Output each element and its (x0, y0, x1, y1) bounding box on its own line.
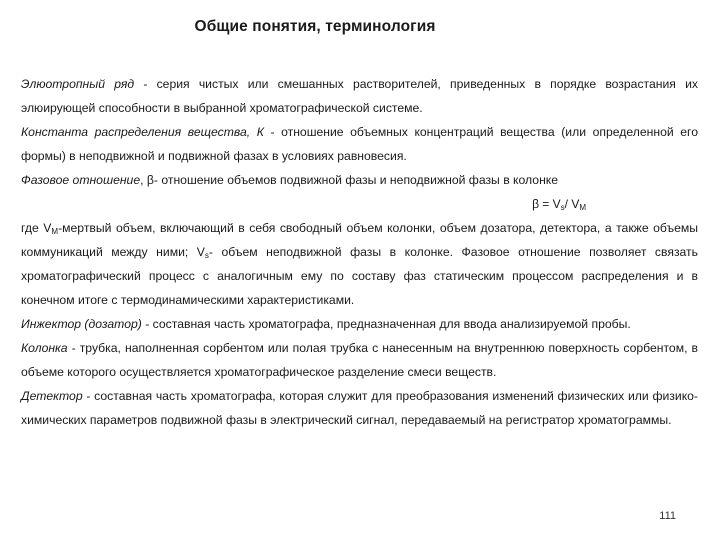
formula-subscript-m: M (579, 203, 586, 212)
term-name: Элюотропный ряд (21, 77, 135, 91)
term-definition: , β- отношение объемов подвижной фазы и неподвижной фазы в колонке (140, 173, 559, 187)
slide-title: Общие понятия, терминология (194, 18, 436, 35)
term-name: Инжектор (дозатор) (21, 317, 142, 331)
term-definition: - составная часть хроматографа, предназначенная для ввода анализируемой пробы. (141, 317, 631, 331)
explanation-part-2: -мертвый объем, включающий в себя свободный объем колонки, объем дозатора, детектора, а также объемы коммуникаций между ними; V (21, 221, 698, 259)
formula-subscript-s: s (560, 203, 565, 212)
explanation-part-3: - объем неподвижной фазы в колонке. Фазовое отношение позволяет связать хроматографический процесс с аналогичным ему по составу фаз статическим процессом распределения и в конечном итоге с термодинамическими характеристиками. (21, 245, 698, 307)
formula-beta: β = V (532, 197, 561, 211)
definition-phase-ratio (21, 168, 698, 192)
explanation-subscript-s: s (204, 251, 209, 260)
slide-content (21, 72, 698, 432)
formula-slash: / V (564, 197, 580, 211)
definition-injector (21, 312, 698, 336)
page-number: 111 (659, 510, 676, 522)
term-definition: - серия чистых или смешанных растворителей, приведенных в порядке возрастания их элюирующей способности в выбранной хроматографической системе. (21, 77, 699, 115)
definition-distribution-constant (21, 120, 698, 168)
definition-eluotropic-series (21, 72, 698, 120)
term-name: Константа распределения вещества, К (21, 125, 264, 139)
term-name: Детектор (21, 389, 83, 403)
term-definition: - отношение объемных концентраций вещества (или определенной его формы) в неподвижной и подвижной фазах в условиях равновесия. (21, 125, 698, 163)
definition-column (21, 336, 698, 384)
term-name: Колонка (21, 341, 68, 355)
phase-ratio-formula (21, 192, 698, 216)
term-definition: - составная часть хроматографа, которая служит для преобразования изменений физических или физико-химических параметров подвижной фазы в электрический сигнал, передаваемый на регистратор хроматограммы. (21, 389, 698, 427)
explanation-part-1: где V (21, 221, 52, 235)
term-definition: - трубка, наполненная сорбентом или полая трубка с нанесенным на внутреннюю поверхность сорбентом, в объеме которого осуществляется хроматографическое разделение смеси веществ. (21, 341, 698, 379)
definition-detector (21, 384, 698, 432)
term-name: Фазовое отношение (21, 173, 141, 187)
formula-explanation (21, 216, 698, 312)
explanation-subscript-m: M (51, 227, 59, 236)
